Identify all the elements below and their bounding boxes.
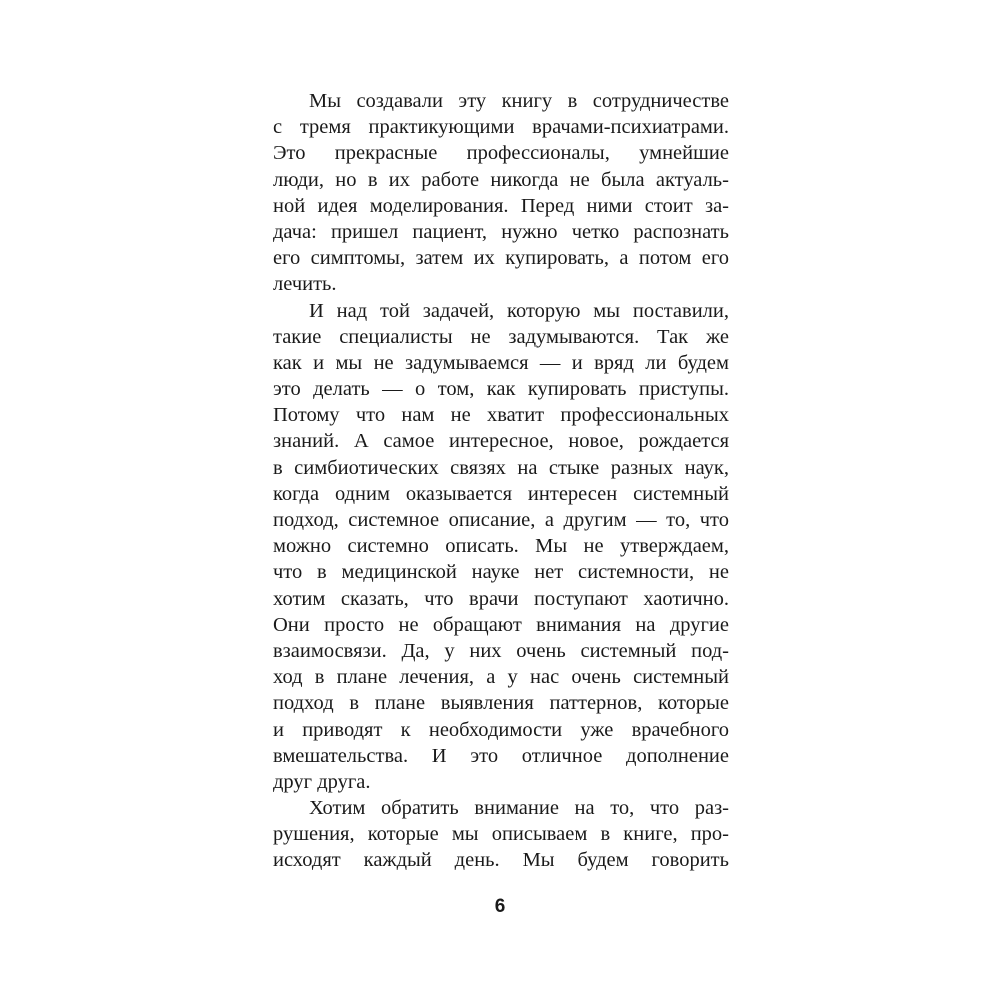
text-line: Мы создавали эту книгу в сотрудничестве xyxy=(309,90,729,112)
text-line: и приводят к необходимости уже врачебного xyxy=(273,718,729,741)
text-line: взаимосвязи. Да, у них очень системный под- xyxy=(273,639,729,662)
text-line: И над той задачей, которую мы поставили, xyxy=(309,299,729,322)
text-line: Потому что нам не хватит профессиональных xyxy=(273,404,729,427)
text-line: такие специалисты не задумываются. Так же xyxy=(273,325,729,348)
text-line: когда одним оказывается интересен системный xyxy=(273,482,729,505)
text-line: Это прекрасные профессионалы, умнейшие xyxy=(273,142,729,165)
text-line: Они просто не обращают внимания на другие xyxy=(273,613,729,636)
body-text xyxy=(273,88,729,874)
text-line: ной идея моделирования. Перед ними стоит за- xyxy=(273,194,729,217)
text-line: это делать — о том, как купировать приступы. xyxy=(273,378,729,401)
text-line: хотим сказать, что врачи поступают хаотично. xyxy=(273,587,729,610)
paragraph xyxy=(273,795,729,874)
text-line: исходят каждый день. Мы будем говорить xyxy=(273,849,729,872)
text-line: можно системно описать. Мы не утверждаем, xyxy=(273,535,729,558)
text-line: что в медицинской науке нет системности, не xyxy=(273,561,729,584)
text-line: подход в плане выявления паттернов, которые xyxy=(273,692,729,715)
text-line: ход в плане лечения, а у нас очень системный xyxy=(273,666,729,689)
text-line: рушения, которые мы описываем в книге, про- xyxy=(273,823,729,846)
paragraph xyxy=(273,298,729,796)
text-line: друг друга. xyxy=(273,770,371,793)
text-line: его симптомы, затем их купировать, а потом его xyxy=(273,247,729,270)
text-line: лечить. xyxy=(273,273,337,296)
text-line: дача: пришел пациент, нужно четко распознать xyxy=(273,220,729,243)
text-line: Хотим обратить внимание на то, что раз- xyxy=(309,797,729,820)
text-line: как и мы не задумываемся — и вряд ли будем xyxy=(273,351,729,374)
page-number: 6 xyxy=(494,896,506,917)
text-line: в симбиотических связях на стыке разных наук, xyxy=(273,456,729,479)
text-line: вмешательства. И это отличное дополнение xyxy=(273,744,729,767)
text-line: с тремя практикующими врачами-психиатрами. xyxy=(273,116,729,139)
text-line: люди, но в их работе никогда не была актуаль- xyxy=(273,168,729,191)
paragraph xyxy=(273,88,729,298)
text-line: подход, системное описание, а другим — то, что xyxy=(273,509,729,531)
text-line: знаний. А самое интересное, новое, рождается xyxy=(273,430,729,453)
